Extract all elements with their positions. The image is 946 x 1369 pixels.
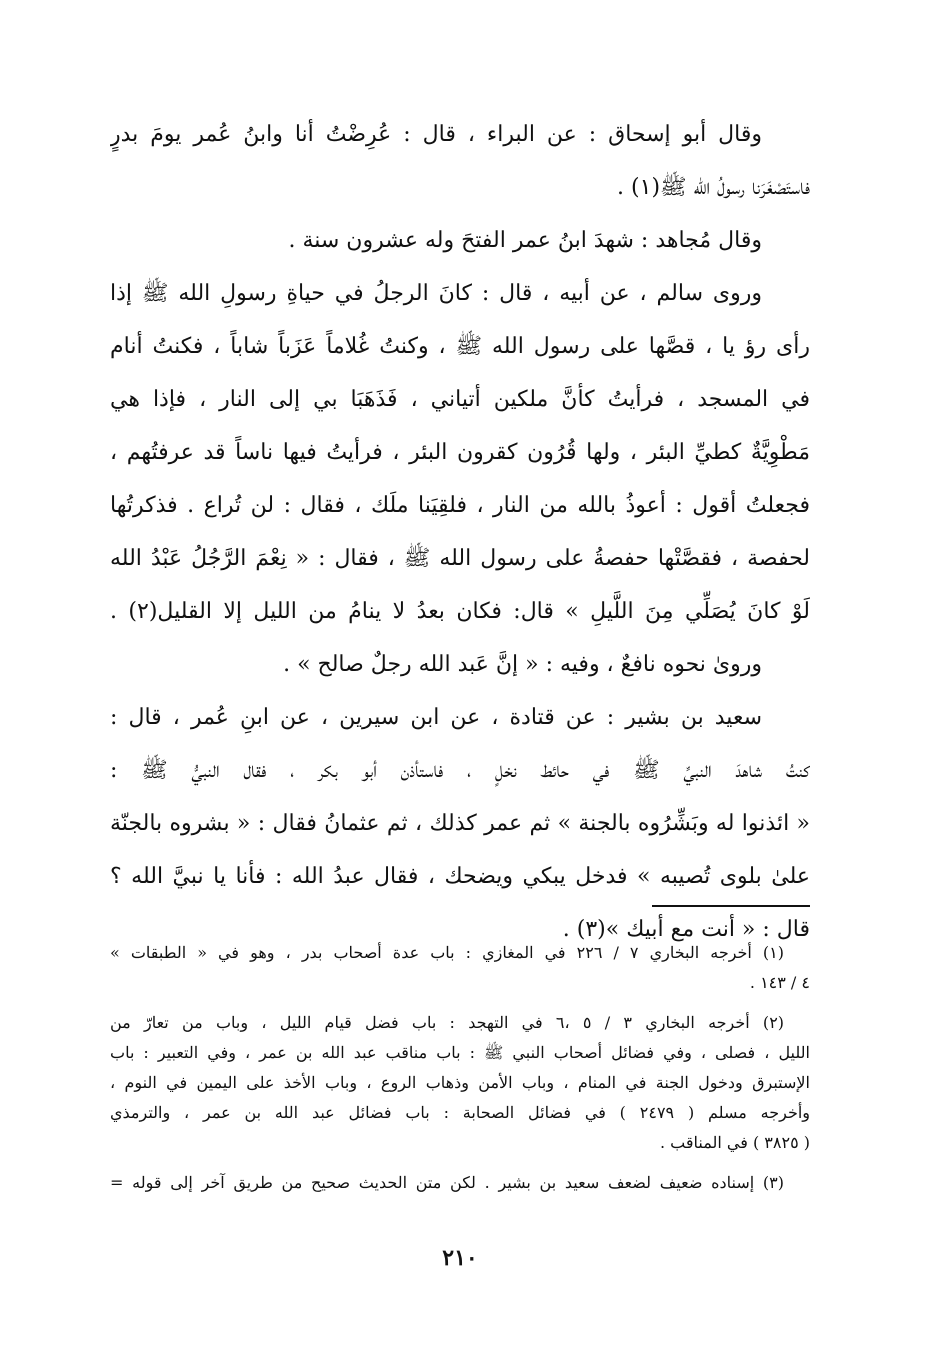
text-line: « ائذنوا له وبَشِّرُوه بالجنة » ثم عمر كذلك ، ثم عثمانُ فقال : « بشروه بالجنّة bbox=[110, 811, 810, 836]
text-line: سعيد بن بشير : عن قتادة ، عن ابن سيرين ، عن ابنِ عُمر ، قال : bbox=[110, 705, 762, 730]
text-line: وقال مُجاهد : شهدَ ابنُ عمر الفتحَ وله عشرون سنة . bbox=[288, 228, 762, 253]
text-line: مَطْوِيَّةٌ كطيِّ البئر ، ولها قُرُون كقرون البئر ، فرأيتُ فيها ناساً قد عرفتُهم ، bbox=[110, 440, 810, 465]
text-line: وروى سالم ، عن أبيه ، قال : كانَ الرجلُ في حياةِ رسولِ الله ﷺ إذا bbox=[110, 281, 762, 306]
text-line: كنتُ شاهدَ النبيِّ ﷺ في حائط نخلٍ ، فاستأذن أبو بكر ، فقال النبيُّ ﷺ : bbox=[110, 758, 810, 783]
text-line: لَوْ كانَ يُصَلِّي مِنَ اللَّيلِ » قال: فكان بعدُ لا ينامُ من الليل إلا القليل(٢) . bbox=[110, 599, 810, 624]
footnote-spacer bbox=[110, 998, 810, 1008]
text-line: لحفصة ، فقصَّتْها حفصةُ على رسول الله ﷺ ، فقال : « نِعْمَ الرَّجُلُ عَبْدُ الله bbox=[110, 546, 810, 571]
footnote-line: (٣) إسناده ضعيف لضعف سعيد بن بشير . لكن متن الحديث صحيح من طريق آخر إلى قوله = bbox=[110, 1173, 784, 1192]
text-line: رأى رؤ يا ، قصَّها على رسول الله ﷺ ، وكنتُ غُلاماً عَزَباً شاباً ، فكنتُ أنام bbox=[110, 334, 810, 359]
footnote-line: ٤ / ١٤٣ . bbox=[749, 973, 810, 992]
page-number: ٢١٠ bbox=[442, 1245, 478, 1271]
book-page bbox=[110, 100, 810, 1300]
footnotes bbox=[110, 938, 810, 1198]
text-line: فاستَصْغَرَنا رسولُ الله ﷺ(١) . bbox=[617, 175, 810, 200]
main-text bbox=[110, 108, 810, 956]
footnote-line: وأخرجه مسلم ( ٢٤٧٩ ) في فضائل الصحابة : باب فضائل عبد الله بن عمر ، والترمذي bbox=[110, 1103, 810, 1122]
footnote-line: الإستبرق ودخول الجنة في المنام ، وباب الأمن وذهاب الروع ، وباب الأخذ على اليمين في النوم ، bbox=[110, 1073, 810, 1092]
footnote-divider bbox=[652, 905, 810, 907]
footnote-line: (٢) أخرجه البخاري ٣ / ٥ ،٦ في التهجد : باب فضل قيام الليل ، وباب من تعارّ من bbox=[110, 1013, 785, 1032]
text-line: قال : « أنت مع أبيك »(٣) . bbox=[562, 917, 810, 942]
footnote-line: الليل ، فصلى ، وفي فضائل أصحاب النبي ﷺ : باب مناقب عبد الله بن عمر ، وفي التعبير : باب bbox=[110, 1043, 810, 1062]
footnote-line: ( ٣٨٢٥ ) في المناقب . bbox=[660, 1133, 810, 1152]
text-line: وروىٰ نحوه نافعٌ ، وفيه : « إنَّ عَبد الله رجلٌ صالح » . bbox=[283, 652, 762, 677]
text-line: في المسجد ، فرأيتُ كأنَّ ملكين أتياني ، فَذَهَبَا بي إلى النار ، فإذا هي bbox=[110, 387, 810, 412]
footnote-line: (١) أخرجه البخاري ٧ / ٢٢٦ في المغازي : باب عدة أصحاب بدر ، وهو في « الطبقات » bbox=[110, 943, 785, 962]
text-line: فجعلتُ أقول : أعوذُ بالله من النار ، فلقِيَنا ملَك ، فقال : لن تُراع . فذكرتُها bbox=[110, 493, 810, 518]
text-line: علىٰ بلوى تُصيبه » فدخل يبكي ويضحك ، فقال عبدُ الله : فأنا يا نبيَّ الله ؟ bbox=[110, 864, 810, 889]
footnote-spacer bbox=[110, 1158, 810, 1168]
text-line: وقال أبو إسحاق : عن البراء ، قال : عُرِضْتُ أنا وابنُ عُمر يومَ بدرٍ bbox=[110, 122, 762, 147]
